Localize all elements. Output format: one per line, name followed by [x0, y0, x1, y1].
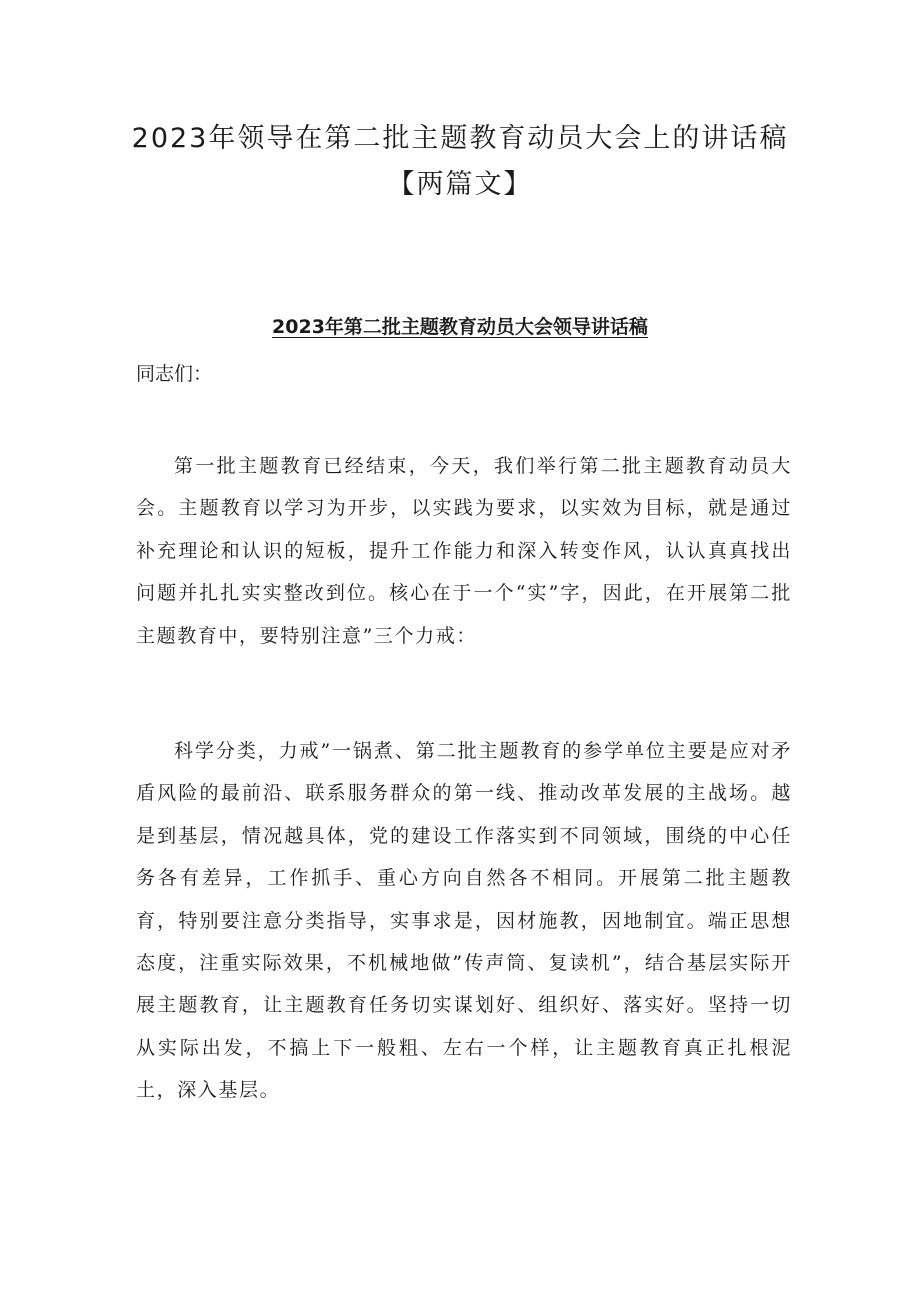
document-title-line2: 【两篇文】: [387, 169, 533, 200]
paragraph-1: 第一批主题教育已经结束，今天，我们举行第二批主题教育动员大会。主题教育以学习为开步，以实践为要求，以实效为目标，就是通过补充理论和认识的短板，提升工作能力和深入转变作风，认认真真找出问题并扎扎实实整改到位。核心在于一个“实”字，因此，在开展第二批主题教育中，要特别注意”三个力戒：: [136, 455, 792, 647]
section-title: 2023年第二批主题教育动员大会领导讲话稿: [272, 316, 648, 338]
salutation: 同志们：: [136, 363, 213, 385]
paragraph-2: 科学分类，力戒”一锅煮、第二批主题教育的参学单位主要是应对矛盾风险的最前沿、联系服务群众的第一线、推动改革发展的主战场。越是到基层，情况越具体，党的建设工作落实到不同领域，围绕的中心任务各有差异，工作抓手、重心方向自然各不相同。开展第二批主题教育，特别要注意分类指导，实事求是，因材施教，因地制宜。端正思想态度，注重实际效果，不机械地做”传声筒、复读机”，结合基层实际开展主题教育，让主题教育任务切实谋划好、组织好、落实好。坚持一切从实际出发，不搞上下一般粗、左右一个样，让主题教育真正扎根泥土，深入基层。: [136, 740, 792, 1102]
document-title-line1: 2023年领导在第二批主题教育动员大会上的讲话稿: [131, 123, 789, 154]
